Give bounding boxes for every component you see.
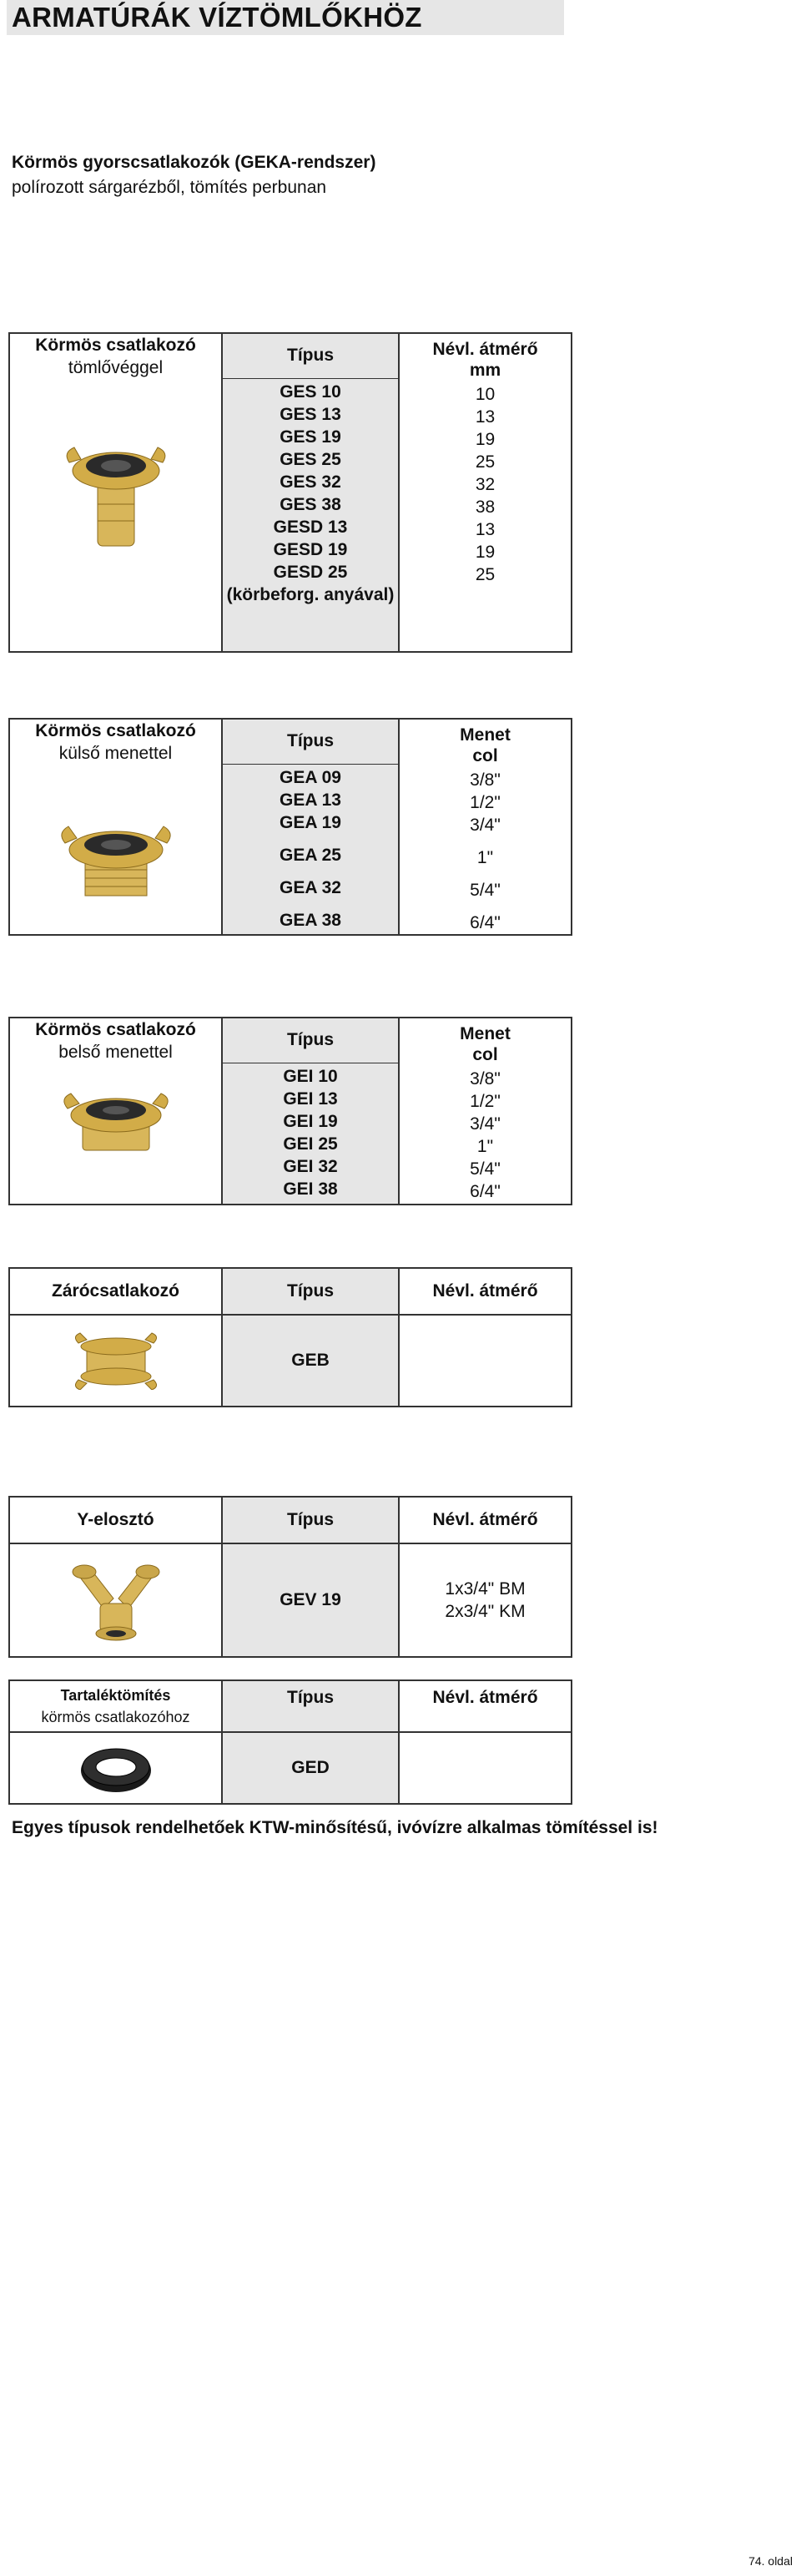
- list-item: 3/4": [470, 816, 501, 835]
- list-item: GEI 10: [283, 1066, 338, 1086]
- ged-value-empty: [399, 1732, 572, 1804]
- list-item: 25: [475, 452, 496, 472]
- geb-col2-header: Típus: [222, 1268, 399, 1315]
- list-item: GEA 09: [280, 767, 341, 787]
- coupling-male-thread-image: [53, 815, 179, 907]
- ged-label-line2: körmös csatlakozóhoz: [41, 1709, 190, 1725]
- gev-label: Y-elosztó: [9, 1497, 222, 1543]
- ges-col3-header-line1: Névl. átmérő: [432, 340, 538, 359]
- gev-value: [399, 1543, 572, 1657]
- list-item: 38: [475, 498, 496, 517]
- ged-type: GED: [222, 1732, 399, 1804]
- list-item: GEI 38: [283, 1179, 338, 1199]
- list-item: 1": [476, 848, 494, 867]
- gea-label-cell: [9, 719, 222, 935]
- gea-label-line2: külső menettel: [58, 744, 173, 763]
- list-item: GES 25: [280, 449, 341, 469]
- gea-label-line1: Körmös csatlakozó: [35, 721, 196, 740]
- gev-type: GEV 19: [222, 1543, 399, 1657]
- geb-value-empty: [399, 1315, 572, 1407]
- list-item: GESD 13: [273, 517, 348, 537]
- table-gei: [8, 1017, 572, 1205]
- ged-col3-header: Névl. átmérő: [399, 1680, 572, 1732]
- seal-ring-image: [74, 1739, 158, 1797]
- gei-label-line2: belső menettel: [58, 1043, 173, 1062]
- geb-col3-header: Névl. átmérő: [399, 1268, 572, 1315]
- table-gea: [8, 718, 572, 936]
- list-item: 10: [475, 385, 496, 404]
- gev-image-cell: [9, 1543, 222, 1657]
- gei-label-cell: [9, 1018, 222, 1205]
- geb-image-cell: [9, 1315, 222, 1407]
- list-item: GEA 38: [280, 910, 341, 930]
- intro: [12, 150, 375, 200]
- list-item: 13: [475, 407, 496, 427]
- gei-types: [222, 1063, 399, 1205]
- ged-image-cell: [9, 1732, 222, 1804]
- list-item: 1": [476, 1137, 494, 1156]
- table-geb: [8, 1267, 572, 1407]
- gev-value-line1: 1x3/4" BM: [445, 1579, 526, 1599]
- list-item: 32: [475, 475, 496, 494]
- list-item: 25: [475, 565, 496, 584]
- ged-label-line1: Tartaléktömítés: [60, 1687, 171, 1704]
- ges-label-line2: tömlővéggel: [68, 358, 164, 377]
- list-item: 1/2": [470, 1092, 501, 1111]
- list-item: 5/4": [470, 881, 501, 900]
- list-item: GESD 25: [273, 562, 348, 582]
- page-number: 74. oldal: [748, 2554, 793, 2568]
- list-item: GEI 32: [283, 1156, 338, 1176]
- gea-col2-header: Típus: [222, 719, 399, 764]
- table-ged: [8, 1679, 572, 1805]
- gea-col3-header-line1: Menet: [460, 725, 511, 745]
- ged-label-cell: [9, 1680, 222, 1732]
- list-item: GEA 32: [280, 877, 341, 897]
- ges-types: [222, 378, 399, 652]
- gei-col2-header: Típus: [222, 1018, 399, 1063]
- list-item: GES 19: [280, 427, 341, 447]
- list-item: 6/4": [470, 1182, 501, 1201]
- gea-types: [222, 764, 399, 935]
- gea-col3-header-line2: col: [472, 746, 498, 765]
- coupling-hose-tail-image: [58, 437, 174, 554]
- list-item: GEI 19: [283, 1111, 338, 1131]
- ges-col3-header-line2: mm: [469, 361, 501, 380]
- list-item: GEI 13: [283, 1088, 338, 1109]
- list-item: GEA 13: [280, 790, 341, 810]
- list-item: GES 32: [280, 472, 341, 492]
- coupling-female-thread-image: [58, 1085, 174, 1160]
- list-item: 19: [475, 430, 496, 449]
- gea-values: [399, 746, 572, 935]
- ktw-note: Egyes típusok rendelhetőek KTW-minősítésű, ivóvízre alkalmas tömítéssel is!: [12, 1818, 658, 1837]
- list-item: 13: [475, 520, 496, 539]
- gev-col3-header: Névl. átmérő: [399, 1497, 572, 1543]
- list-item: 3/8": [470, 1069, 501, 1088]
- list-item: 1/2": [470, 793, 501, 812]
- list-item: GES 13: [280, 404, 341, 424]
- list-item: 19: [475, 543, 496, 562]
- ges-label-cell: [9, 333, 222, 652]
- ges-footnote: (körbeforg. anyával): [226, 584, 395, 604]
- gei-col3-header-line2: col: [472, 1045, 498, 1064]
- page-title: ARMATÚRÁK VÍZTÖMLŐKHÖZ: [7, 0, 564, 35]
- gei-values: [399, 1045, 572, 1205]
- y-splitter-image: [62, 1558, 170, 1642]
- list-item: GEA 25: [280, 845, 341, 865]
- list-item: GES 10: [280, 381, 341, 402]
- ges-label-line1: Körmös csatlakozó: [35, 336, 196, 355]
- gev-col2-header: Típus: [222, 1497, 399, 1543]
- intro-subheading: polírozott sárgarézből, tömítés perbunan: [12, 178, 327, 197]
- list-item: GES 38: [280, 494, 341, 514]
- geb-label: Zárócsatlakozó: [9, 1268, 222, 1315]
- gei-col3-header-line1: Menet: [460, 1024, 511, 1043]
- geb-type: GEB: [222, 1315, 399, 1407]
- ges-values: [399, 361, 572, 652]
- gev-value-line2: 2x3/4" KM: [445, 1602, 526, 1621]
- list-item: 5/4": [470, 1159, 501, 1179]
- list-item: 3/8": [470, 770, 501, 790]
- end-cap-coupling-image: [70, 1331, 162, 1390]
- ges-col2-header: Típus: [222, 333, 399, 378]
- table-ges: [8, 332, 572, 653]
- list-item: GESD 19: [273, 539, 348, 559]
- list-item: 6/4": [470, 913, 501, 932]
- table-gev: [8, 1496, 572, 1658]
- ged-col2-header: Típus: [222, 1680, 399, 1732]
- list-item: 3/4": [470, 1114, 501, 1134]
- list-item: GEA 19: [280, 812, 341, 832]
- intro-heading: Körmös gyorscsatlakozók (GEKA-rendszer): [12, 153, 376, 172]
- gei-label-line1: Körmös csatlakozó: [35, 1020, 196, 1039]
- list-item: GEI 25: [283, 1134, 338, 1154]
